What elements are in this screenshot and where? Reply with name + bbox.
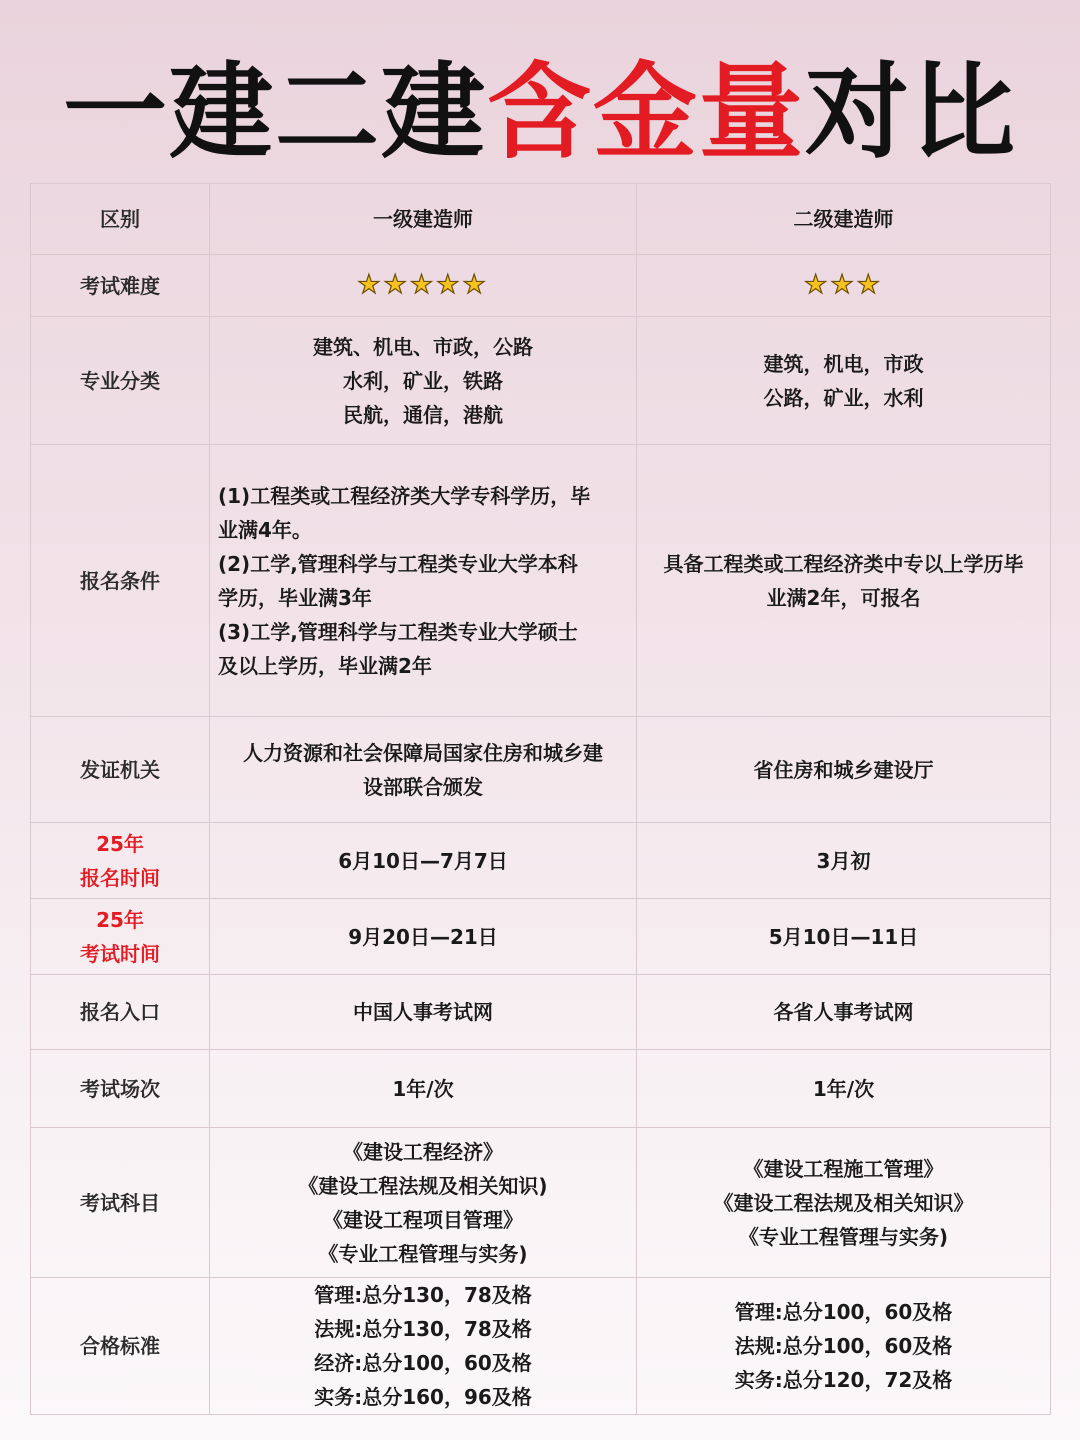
exam-time-label-text: 考试时间 [80,941,160,966]
subjects-col2-line: 《专业工程管理与实务) [738,1224,949,1249]
issuer-col1-line: 人力资源和社会保障局国家住房和城乡建 [243,740,603,765]
entry-col2: 各省人事考试网 [637,975,1051,1050]
specialty-col1-line: 建筑、机电、市政，公路 [313,334,533,359]
passing-col1-line: 实务:总分160，96及格 [314,1385,532,1409]
passing-col1-line: 法规:总分130，78及格 [314,1317,532,1341]
passing-col2 [637,1278,1051,1415]
reg-time-label-text: 报名时间 [80,865,160,890]
subjects-col1-line: 《建设工程项目管理》 [323,1207,523,1232]
table-row-issuer [31,717,1051,823]
header-col1: 一级建造师 [210,184,637,255]
exam-time-col1: 9月20日—21日 [210,899,637,975]
star-rating-icon: ★★★★★ [357,270,489,300]
page-title [0,52,1080,172]
subjects-col2 [637,1128,1051,1278]
issuer-col1-line: 设部联合颁发 [363,774,483,799]
table-row-specialty [31,317,1051,445]
passing-col1-line: 管理:总分130，78及格 [314,1283,532,1307]
issuer-col2 [637,717,1051,823]
sessions-col1: 1年/次 [210,1050,637,1128]
issuer-col2-line: 省住房和城乡建设厅 [753,757,934,782]
specialty-col1-line: 水利，矿业，铁路 [343,368,503,393]
specialty-col2-line: 公路，矿业，水利 [763,385,924,410]
table-row-sessions [31,1050,1051,1128]
star-rating-icon: ★★★ [804,270,883,300]
requirements-col1-line: (3)工学,管理科学与工程类专业大学硕士 [218,619,578,644]
subjects-col1-line: 《建设工程经济》 [343,1139,503,1164]
difficulty-label: 考试难度 [31,255,210,317]
specialty-col1-line: 民航，通信，港航 [343,402,503,427]
reg-time-col2: 3月初 [637,823,1051,899]
entry-label: 报名入口 [31,975,210,1050]
requirements-col1-line: 业满4年。 [218,517,312,542]
table-row-difficulty [31,255,1051,317]
entry-col1: 中国人事考试网 [210,975,637,1050]
requirements-col2-line: 具备工程类或工程经济类中专以上学历毕 [663,551,1024,576]
difficulty-col2-stars [637,255,1051,317]
table-row-entry [31,975,1051,1050]
header-category: 区别 [31,184,210,255]
requirements-col1-line: 学历，毕业满3年 [218,585,372,610]
title-part-1: 一建二建 [62,51,487,173]
passing-col1-line: 经济:总分100，60及格 [314,1351,532,1375]
requirements-col1-line: (1)工程类或工程经济类大学专科学历，毕 [218,483,591,508]
difficulty-col1-stars [210,255,637,317]
subjects-col1 [210,1128,637,1278]
requirements-label: 报名条件 [31,445,210,717]
passing-col1 [210,1278,637,1415]
sessions-label: 考试场次 [31,1050,210,1128]
requirements-col1-line: (2)工学,管理科学与工程类专业大学本科 [218,551,578,576]
specialty-label: 专业分类 [31,317,210,445]
table-row-subjects [31,1128,1051,1278]
subjects-col1-line: 《专业工程管理与实务) [318,1241,528,1266]
requirements-col2-line: 业满2年，可报名 [766,585,921,610]
reg-time-col1: 6月10日—7月7日 [210,823,637,899]
reg-time-label [31,823,210,899]
sessions-col2: 1年/次 [637,1050,1051,1128]
requirements-col1-line: 及以上学历，毕业满2年 [218,653,432,678]
requirements-col1 [210,445,637,717]
issuer-col1 [210,717,637,823]
passing-col2-line: 法规:总分100，60及格 [734,1334,953,1358]
exam-time-col2: 5月10日—11日 [637,899,1051,975]
comparison-table [30,183,1051,1415]
passing-col2-line: 实务:总分120，72及格 [734,1368,953,1392]
table-row-exam-time [31,899,1051,975]
title-part-3: 对比 [805,51,1018,173]
requirements-col2 [637,445,1051,717]
exam-time-label-year: 25年 [96,907,144,932]
issuer-label: 发证机关 [31,717,210,823]
specialty-col2 [637,317,1051,445]
specialty-col2-line: 建筑，机电，市政 [763,351,924,376]
title-part-2-highlight: 含金量 [486,51,805,173]
passing-col2-line: 管理:总分100，60及格 [734,1300,953,1324]
subjects-col2-line: 《建设工程施工管理》 [743,1156,944,1181]
table-row-header [31,184,1051,255]
exam-time-label [31,899,210,975]
subjects-col2-line: 《建设工程法规及相关知识》 [713,1190,974,1215]
header-col2: 二级建造师 [637,184,1051,255]
table-row-passing [31,1278,1051,1415]
subjects-label: 考试科目 [31,1128,210,1278]
table-row-requirements [31,445,1051,717]
specialty-col1 [210,317,637,445]
subjects-col1-line: 《建设工程法规及相关知识) [298,1173,548,1198]
reg-time-label-year: 25年 [96,831,144,856]
passing-label: 合格标准 [31,1278,210,1415]
table-row-reg-time [31,823,1051,899]
